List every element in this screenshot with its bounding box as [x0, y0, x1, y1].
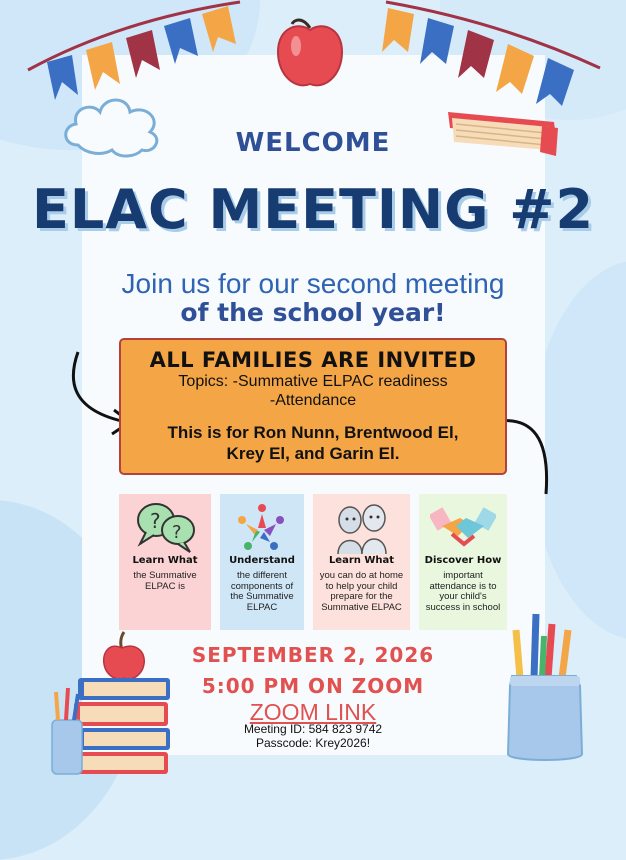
svg-text:?: ? [172, 522, 182, 543]
apple-icon [272, 12, 348, 92]
card-description: you can do at home to help your child prepare for the Summative ELPAC [319, 570, 404, 613]
subtitle-line2: of the school year! [180, 298, 446, 327]
people-star-icon [234, 500, 290, 556]
card-description: important attendance is to your child's success in school [425, 570, 501, 613]
svg-text:?: ? [150, 509, 161, 533]
welcome-heading: WELCOME [235, 128, 391, 158]
subtitle-line1: Join us for our second meeting [121, 268, 505, 299]
meeting-passcode: Passcode: Krey2026! [255, 736, 371, 750]
meeting-id: Meeting ID: 584 823 9742 [243, 722, 383, 736]
question-bubbles-icon [132, 500, 198, 556]
handshake-icon [430, 500, 496, 556]
invite-box [119, 338, 507, 475]
card-description: the different components of the Summative ELPAC [230, 570, 294, 613]
zoom-link[interactable]: ZOOM LINK [249, 699, 377, 725]
card-title: Discover How [424, 555, 502, 566]
audience-line2: Krey El, and Garin El. [226, 444, 400, 463]
audience-line1: This is for Ron Nunn, Brentwood El, [167, 423, 459, 442]
card-title: Learn What [132, 555, 198, 566]
info-card-discover [419, 494, 507, 630]
topics-line2: -Attendance [269, 392, 357, 409]
meeting-details [0, 722, 626, 750]
card-description: the Summative ELPAC is [133, 570, 197, 592]
info-card-learn-elpac [119, 494, 211, 630]
meeting-time: 5:00 PM ON ZOOM [201, 674, 425, 698]
card-title: Understand [229, 555, 295, 566]
talking-people-icon [332, 500, 392, 556]
page-title: ELAC MEETING #2 [31, 178, 595, 241]
topics-line1: Topics: -Summative ELPAC readiness [178, 373, 448, 390]
invite-heading: ALL FAMILIES ARE INVITED [149, 348, 477, 372]
info-card-learn-home [313, 494, 410, 630]
meeting-date: SEPTEMBER 2, 2026 [191, 643, 435, 667]
info-card-understand [220, 494, 304, 630]
card-title: Learn What [328, 555, 395, 566]
